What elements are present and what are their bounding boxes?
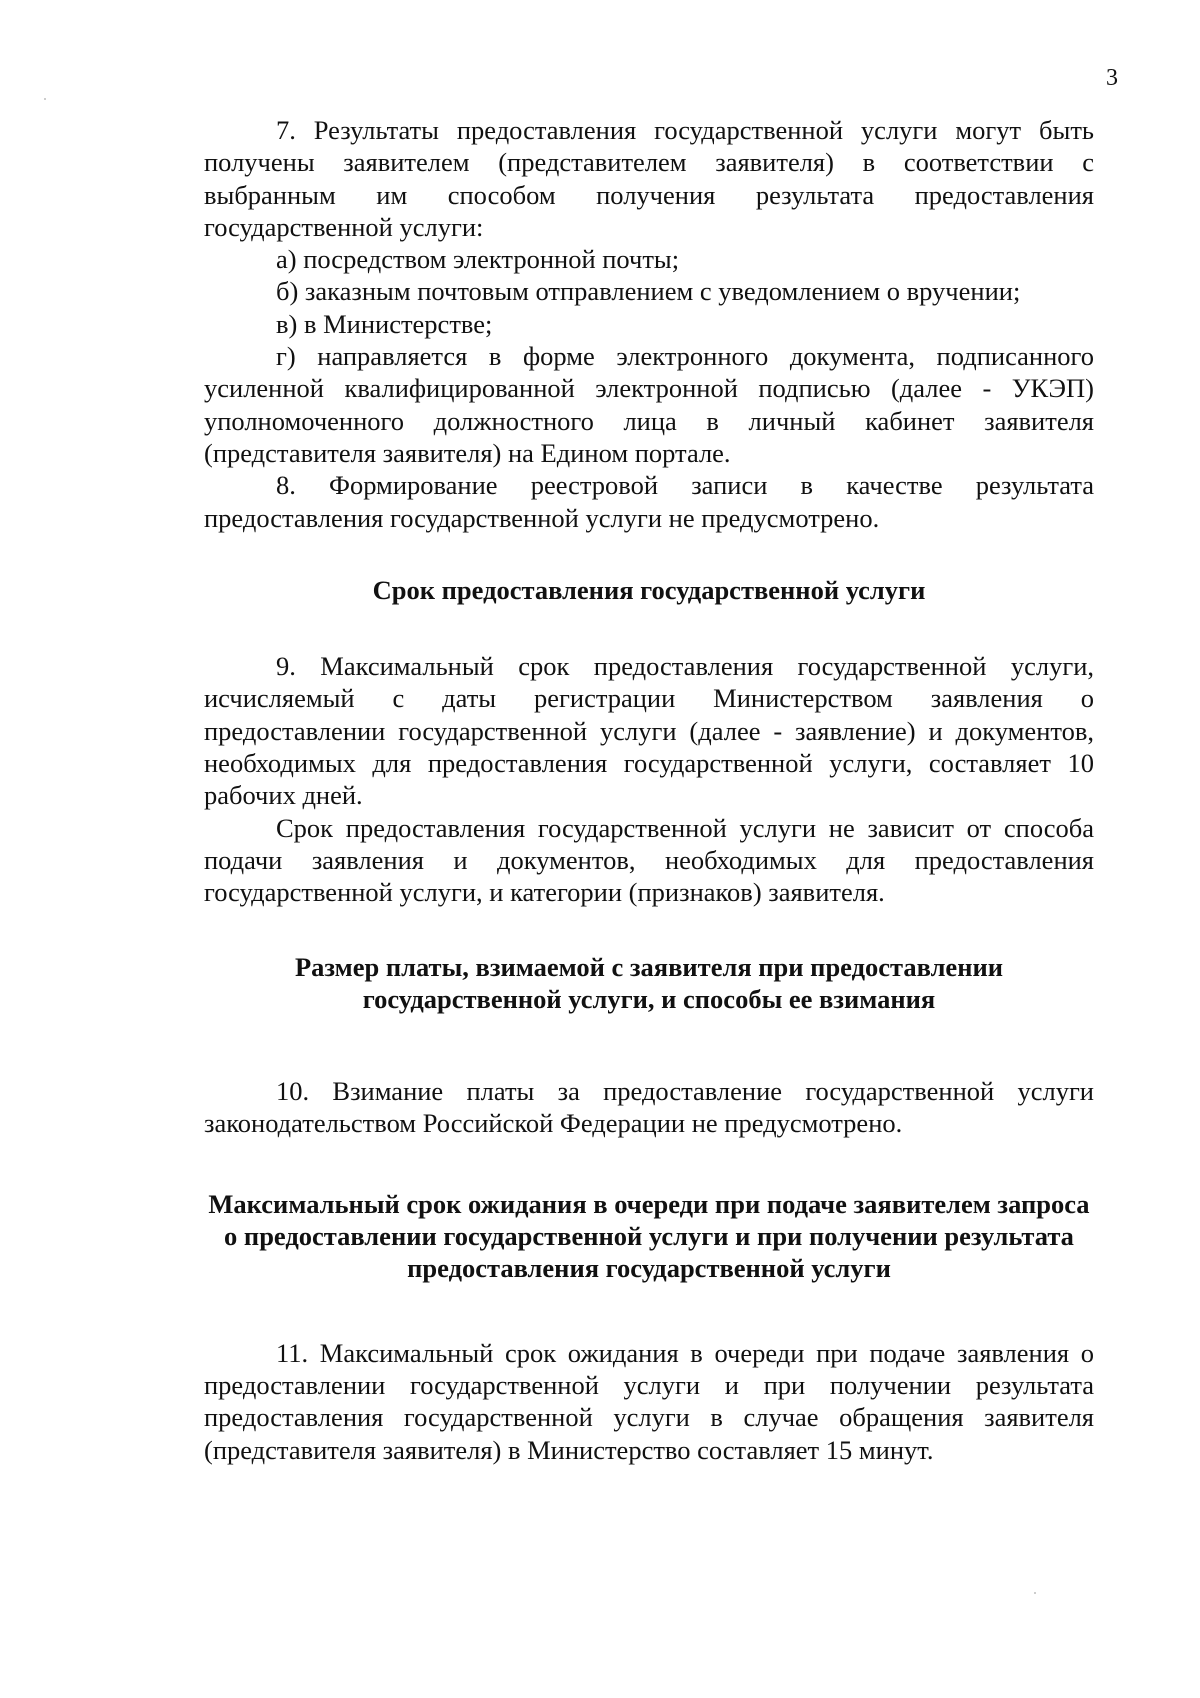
paragraph-10: 10. Взимание платы за предоставление государственной услуги законодательством Российской Федерации не предусмотрено. (204, 1076, 1094, 1139)
section-heading-fee: Размер платы, взимаемой с заявителя при предоставлении государственной услуги, и способы ее взимания (294, 951, 1004, 1014)
page-number: 3 (1106, 65, 1118, 91)
scan-speck (44, 98, 46, 100)
list-item-g: г) направляется в форме электронного документа, подписанного усиленной квалифицированной электронной подписью (далее - УКЭП) уполномоченного должностного лица в личный кабинет заявителя (представителя заявителя) на Едином портале. (204, 341, 1094, 468)
paragraph-8: 8. Формирование реестровой записи в качестве результата предоставления государственной услуги не предусмотрено. (204, 470, 1094, 533)
paragraph-7: 7. Результаты предоставления государственной услуги могут быть получены заявителем (представителем заявителя) в соответствии с выбранным им способом получения результата предоставления государственной услуги: (204, 115, 1094, 242)
paragraph-11: 11. Максимальный срок ожидания в очереди при подаче заявления о предоставлении государственной услуги и при получении результата предоставления государственной услуги в случае обращения заявителя (представителя заявителя) в Министерство составляет 15 минут. (204, 1337, 1094, 1465)
list-item-a: а) посредством электронной почты; (276, 244, 680, 275)
section-heading-queue: Максимальный срок ожидания в очереди при подаче заявителем запроса о предоставлении государственной услуги и при получении результата предоставления государственной услуги (208, 1188, 1090, 1284)
paragraph-9-continued: Срок предоставления государственной услуги не зависит от способа подачи заявления и документов, необходимых для предоставления государственной услуги, и категории (признаков) заявителя. (204, 812, 1094, 908)
list-item-v: в) в Министерстве; (276, 308, 493, 339)
scan-speck (1034, 1592, 1036, 1594)
list-item-b: б) заказным почтовым отправлением с уведомлением о вручении; (276, 276, 1021, 307)
section-heading-term: Срок предоставления государственной услуги (372, 574, 926, 605)
paragraph-9: 9. Максимальный срок предоставления государственной услуги, исчисляемый с даты регистрации Министерством заявления о предоставлении государственной услуги (далее - заявление) и документов, необходимых для предоставления государственной услуги, составляет 10 рабочих дней. (204, 651, 1094, 811)
document-body (204, 114, 1094, 1466)
